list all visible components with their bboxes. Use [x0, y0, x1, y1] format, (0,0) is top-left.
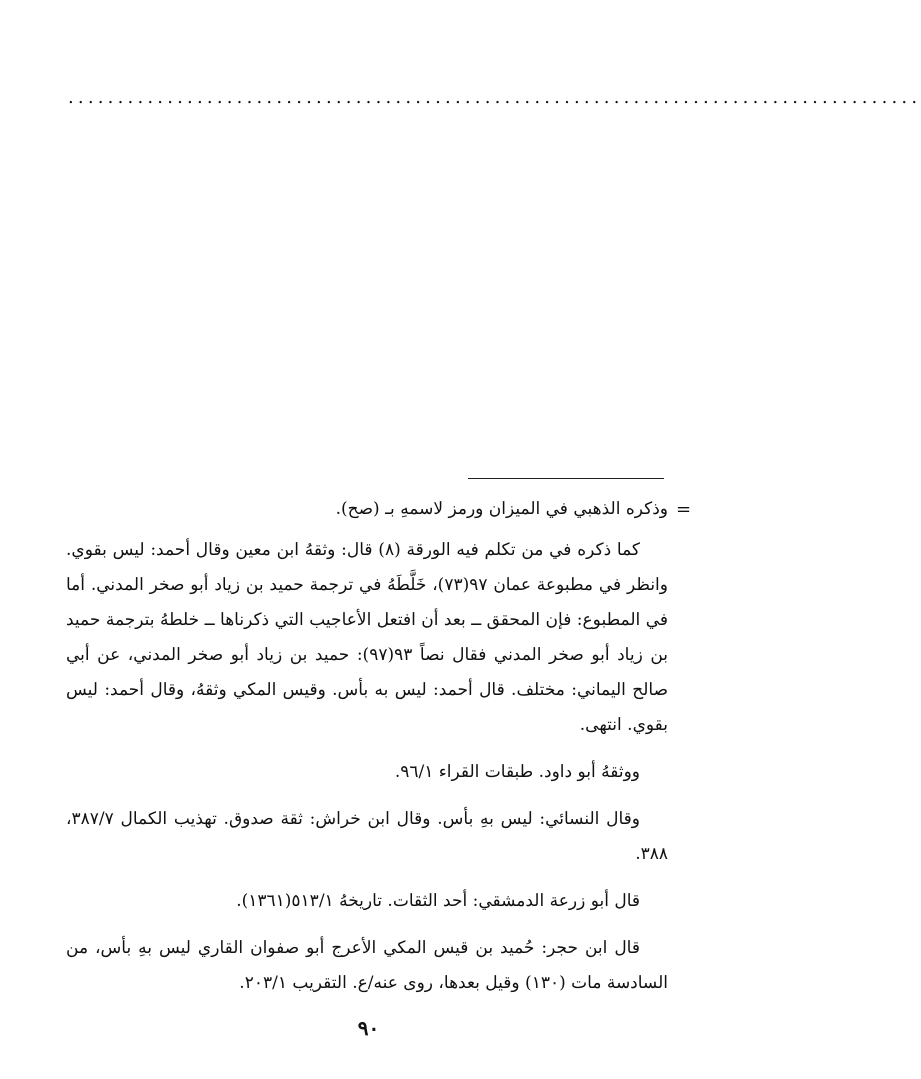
footnote-rule: [468, 478, 664, 479]
page-number: ٩٠: [357, 1016, 380, 1040]
footnote-paragraph: ووثقهُ أبو داود. طبقات القراء ٩٦/١.: [394, 762, 640, 782]
footnote-block: [66, 492, 668, 1001]
footnote-paragraph: قال ابن حجر: حُميد بن قيس المكي الأعرج أبو صفوان القاري ليس بهِ بأس، من السادسة مات (١٣٠) وقيل بعدها، روى عنه/ع. التقريب ٢٠٣/١.: [66, 938, 668, 993]
footnote-paragraph: كما ذكره في من تكلم فيه الورقة (٨) قال: وثقهُ ابن معين وقال أحمد: ليس بقوي. وانظر في مطبوعة عمان ٩٧(٧٣)، خَلَّطَهُ في ترجمة حميد بن زياد أبو صخر المدني. أما في المطبوع: فإن المحقق ــ بعد أن افتعل الأعاجيب التي ذكرناها ــ خلطهُ بترجمة حميد بن زياد أبو صخر المدني فقال نصاً ٩٣(٩٧): حميد بن زياد أبو صخر المدني، عن أبي صالح اليماني: مختلف. قال أحمد: ليس به بأس. وقيس المكي وثقهُ، وقال أحمد: ليس بقوي. انتهى.: [66, 540, 668, 735]
footnote-paragraph: وذكره الذهبي في الميزان ورمز لاسمهِ بـ (صح).: [335, 499, 668, 519]
continuation-marker: =: [676, 499, 692, 520]
dotted-separator: ......................................................................................: [68, 87, 921, 108]
footnote-paragraph: قال أبو زرعة الدمشقي: أحد الثقات. تاريخهُ ٥١٣/١(١٣٦١).: [236, 891, 640, 911]
footnote-paragraph: وقال النسائي: ليس بهِ بأس. وقال ابن خراش: ثقة صدوق. تهذيب الكمال ٣٨٧/٧، ٣٨٨.: [66, 809, 668, 864]
